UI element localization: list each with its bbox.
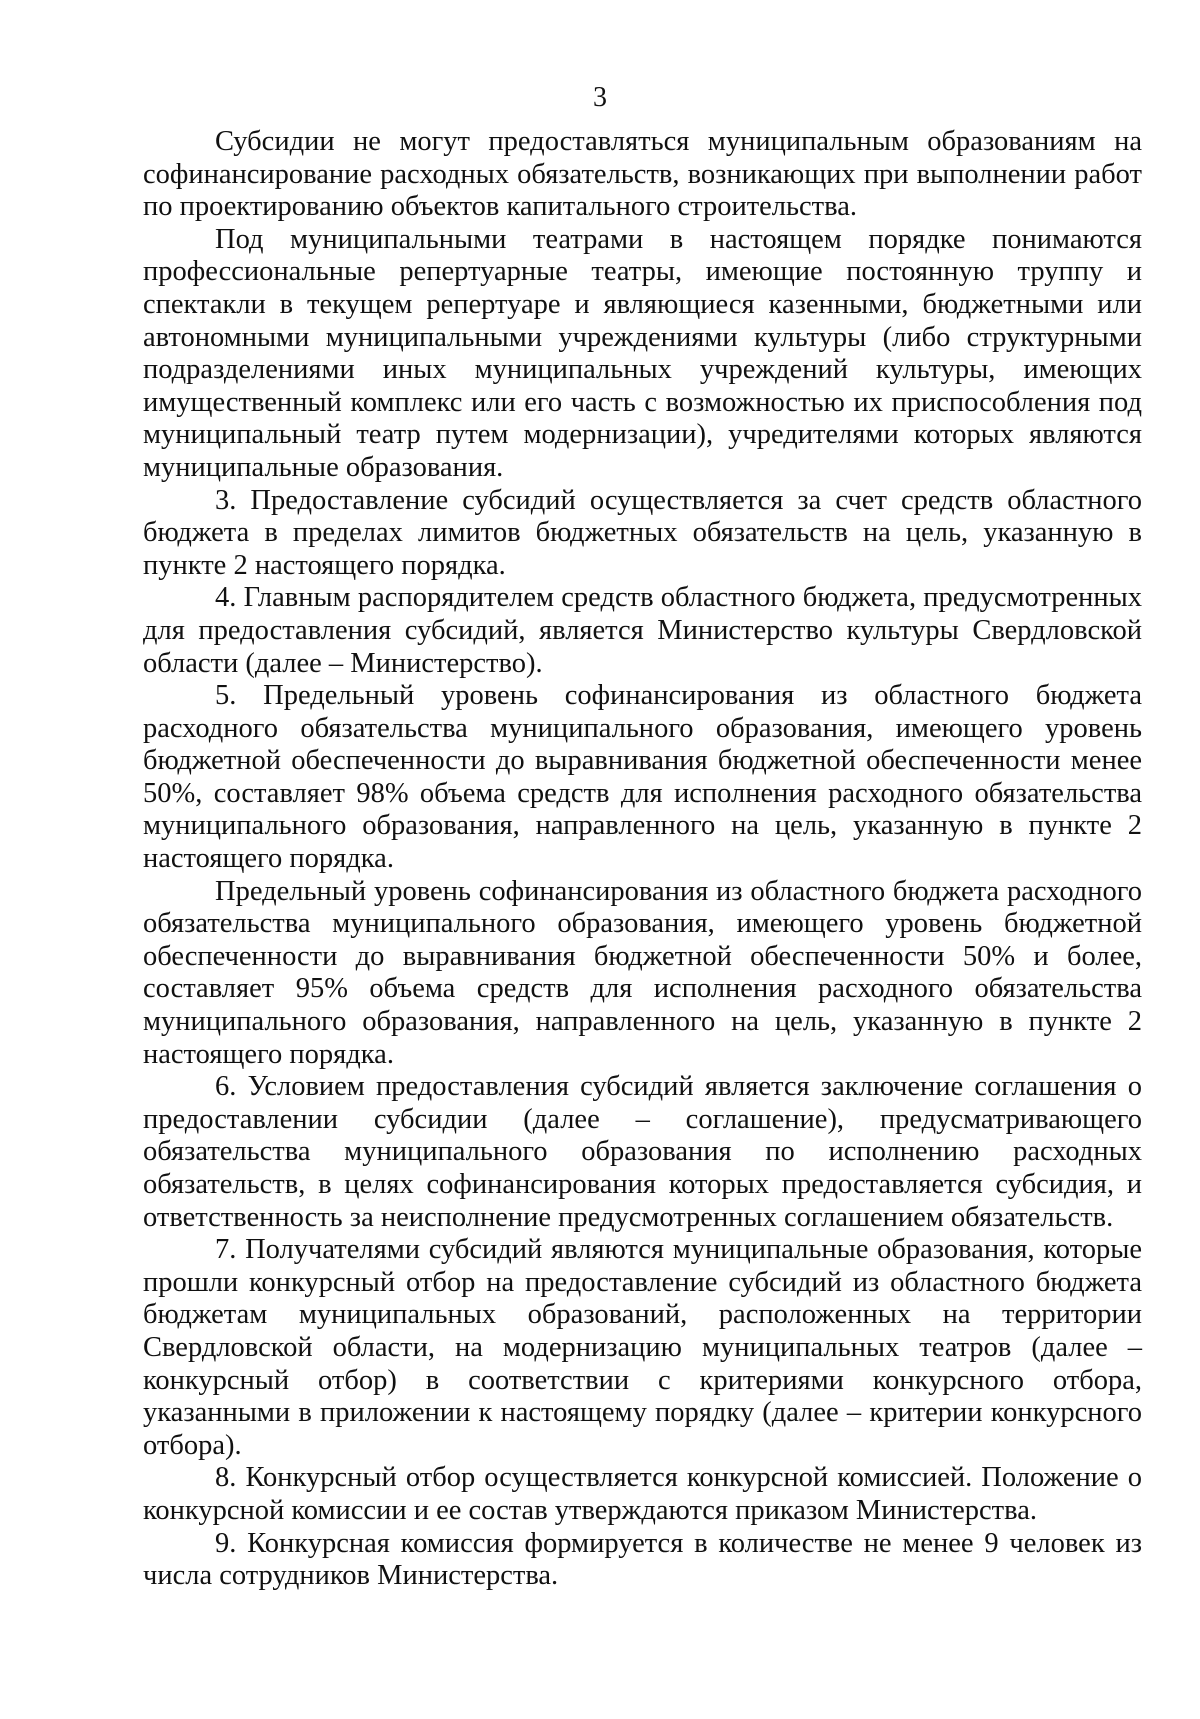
document-body: [143, 126, 1142, 1593]
paragraph-item-5-continued: Предельный уровень софинансирования из областного бюджета расходного обязательства муниципального образования, имеющего уровень бюджетной обеспеченности до выравнивания бюджетной обеспеченности 50% и более, составляет 95% объема средств для исполнения расходного обязательства муниципального образования, направленного на цель, указанную в пункте 2 настоящего порядка.: [143, 875, 1142, 1070]
paragraph-item-9: 9. Конкурсная комиссия формируется в количестве не менее 9 человек из числа сотрудников Министерства.: [143, 1527, 1142, 1592]
paragraph-item-6: 6. Условием предоставления субсидий является заключение соглашения о предоставлении субсидии (далее – соглашение), предусматривающего обязательства муниципального образования по исполнению расходных обязательств, в целях софинансирования которых предоставляется субсидия, и ответственность за неисполнение предусмотренных соглашением обязательств.: [143, 1071, 1142, 1233]
paragraph-item-7: 7. Получателями субсидий являются муниципальные образования, которые прошли конкурсный отбор на предоставление субсидий из областного бюджета бюджетам муниципальных образований, расположенных на территории Свердловской области, на модернизацию муниципальных театров (далее – конкурсный отбор) в соответствии с критериями конкурсного отбора, указанными в приложении к настоящему порядку (далее – критерии конкурсного отбора).: [143, 1234, 1142, 1461]
paragraph-item-4: 4. Главным распорядителем средств областного бюджета, предусмотренных для предоставления субсидий, является Министерство культуры Свердловской области (далее – Министерство).: [143, 582, 1142, 679]
paragraph-item-3: 3. Предоставление субсидий осуществляется за счет средств областного бюджета в пределах лимитов бюджетных обязательств на цель, указанную в пункте 2 настоящего порядка.: [143, 484, 1142, 581]
page-number: 3: [593, 82, 607, 113]
paragraph-municipal-theatres-definition: Под муниципальными театрами в настоящем порядке понимаются профессиональные репертуарные театры, имеющие постоянную труппу и спектакли в текущем репертуаре и являющиеся казенными, бюджетными или автономными муниципальными учреждениями культуры (либо структурными подразделениями иных муниципальных учреждений культуры, имеющих имущественный комплекс или его часть с возможностью их приспособления под муниципальный театр путем модернизации), учредителями которых являются муниципальные образования.: [143, 223, 1142, 483]
paragraph-item-5: 5. Предельный уровень софинансирования из областного бюджета расходного обязательства муниципального образования, имеющего уровень бюджетной обеспеченности до выравнивания бюджетной обеспеченности менее 50%, составляет 98% объема средств для исполнения расходного обязательства муниципального образования, направленного на цель, указанную в пункте 2 настоящего порядка.: [143, 680, 1142, 875]
paragraph-subsidy-restriction: Субсидии не могут предоставляться муниципальным образованиям на софинансирование расходных обязательств, возникающих при выполнении работ по проектированию объектов капитального строительства.: [143, 126, 1142, 223]
paragraph-item-8: 8. Конкурсный отбор осуществляется конкурсной комиссией. Положение о конкурсной комиссии и ее состав утверждаются приказом Министерства.: [143, 1462, 1142, 1526]
